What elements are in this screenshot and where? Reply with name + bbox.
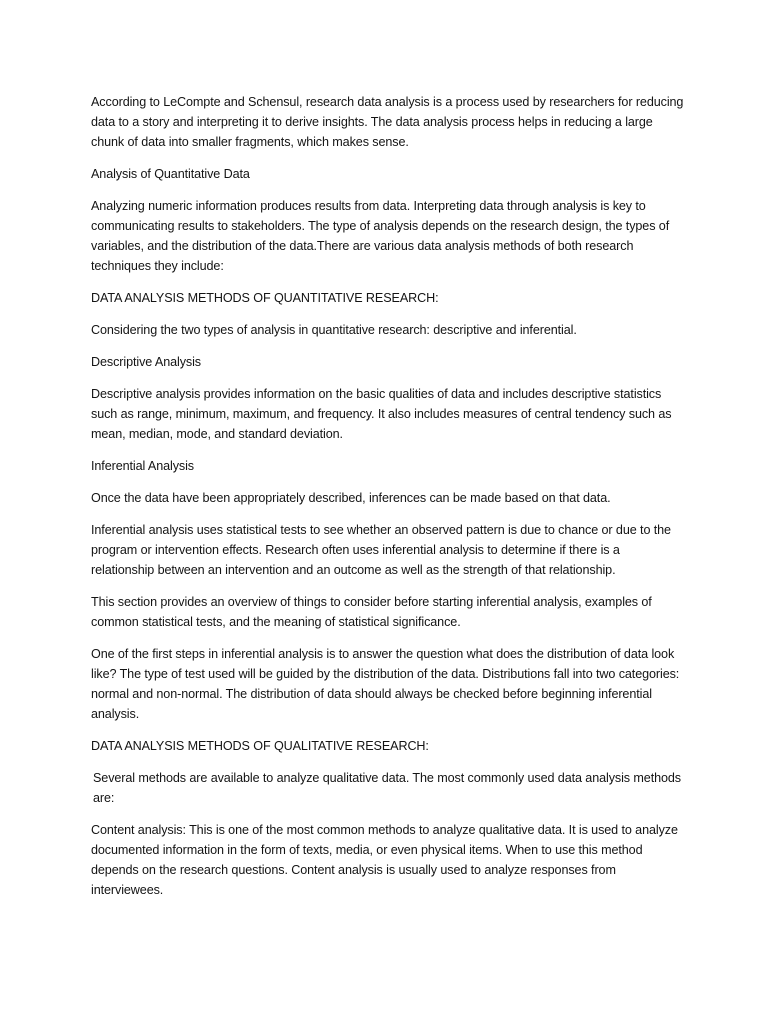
document-body bbox=[91, 92, 685, 912]
heading-inferential-analysis: Inferential Analysis bbox=[91, 459, 195, 473]
qualitative-methods-paragraph: Several methods are available to analyze qualitative data. The most commonly used data analysis methods are: bbox=[93, 771, 682, 805]
overview-paragraph: This section provides an overview of things to consider before starting inferential analysis, examples of common statistical tests, and the meaning of statistical significance. bbox=[91, 595, 652, 629]
intro-paragraph: According to LeCompte and Schensul, research data analysis is a process used by researchers for reducing data to a story and interpreting it to derive insights. The data analysis process helps in reducing a large chunk of data into smaller fragments, which makes sense. bbox=[91, 95, 684, 149]
analysis-types-paragraph: Considering the two types of analysis in quantitative research: descriptive and inferential. bbox=[91, 323, 577, 337]
content-analysis-paragraph: Content analysis: This is one of the most common methods to analyze qualitative data. It is used to analyze documented information in the form of texts, media, or even physical items. When to use this method depends on the research questions. Content analysis is usually used to analyze responses from interviewees. bbox=[91, 823, 678, 897]
quantitative-paragraph: Analyzing numeric information produces results from data. Interpreting data through analysis is key to communicating results to stakeholders. The type of analysis depends on the research design, the types of variables, and the distribution of the data.There are various data analysis methods of both research techniques they include: bbox=[91, 199, 670, 273]
heading-quantitative-data: Analysis of Quantitative Data bbox=[91, 167, 250, 181]
heading-descriptive-analysis: Descriptive Analysis bbox=[91, 355, 201, 369]
heading-quantitative-methods: DATA ANALYSIS METHODS OF QUANTITATIVE RESEARCH: bbox=[91, 291, 439, 305]
inferential-tests-paragraph: Inferential analysis uses statistical tests to see whether an observed pattern is due to chance or due to the program or intervention effects. Research often uses inferential analysis to determine if there is a relationship between an intervention and an outcome as well as the strength of that relationship. bbox=[91, 523, 671, 577]
distribution-paragraph: One of the first steps in inferential analysis is to answer the question what does the distribution of data look like? The type of test used will be guided by the distribution of the data. Distributions fall into two categories: normal and non-normal. The distribution of data should always be checked before beginning inferential analysis. bbox=[91, 647, 680, 721]
descriptive-paragraph: Descriptive analysis provides information on the basic qualities of data and includes descriptive statistics such as range, minimum, maximum, and frequency. It also includes measures of central tendency such as mean, median, mode, and standard deviation. bbox=[91, 387, 672, 441]
heading-qualitative-methods: DATA ANALYSIS METHODS OF QUALITATIVE RESEARCH: bbox=[91, 739, 429, 753]
inferences-paragraph: Once the data have been appropriately described, inferences can be made based on that data. bbox=[91, 491, 611, 505]
